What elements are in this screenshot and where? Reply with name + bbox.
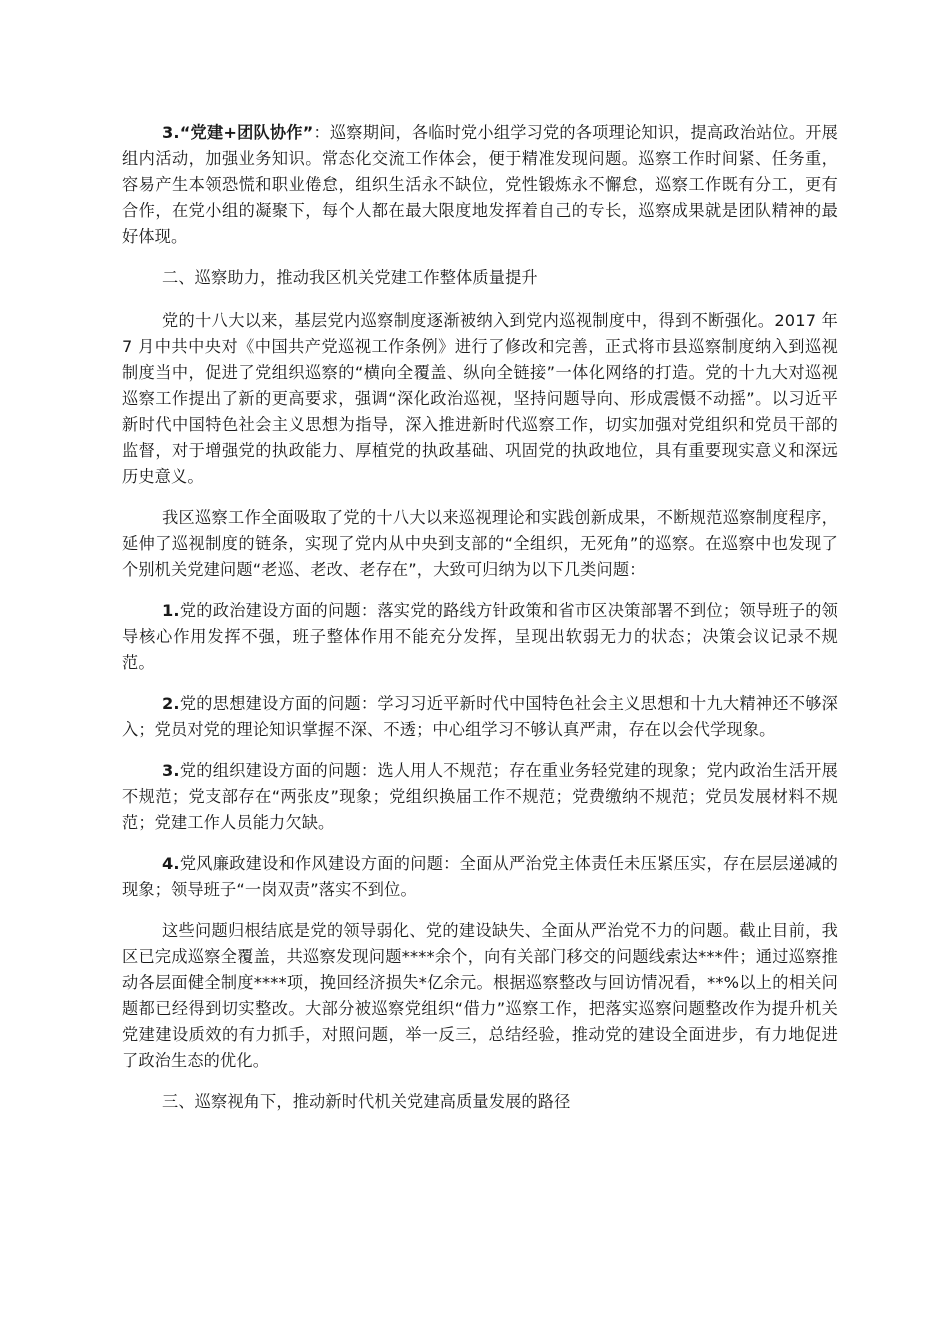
list-item-number: 2. <box>162 694 180 713</box>
list-item-number: 1. <box>162 601 180 620</box>
paragraph-since-18th-congress: 党的十八大以来，基层党内巡察制度逐渐被纳入到党内巡视制度中，得到不断强化。2017 年 7 月中共中央对《中国共产党巡视工作条例》进行了修改和完善，正式将市县巡察制度纳入到巡视制度当中，促进了党组织巡察的“横向全覆盖、纵向全链接”一体化网络的打造。党的十九大对巡视巡察工作提出了新的更高要求，强调“深化政治巡视，坚持问题导向、形成震慑不动摇”。以习近平新时代中国特色社会主义思想为指导，深入推进新时代巡察工作，切实加强对党组织和党员干部的监督，对于增强党的执政能力、厚植党的执政基础、巩固党的执政地位，具有重要现实意义和深远历史意义。 <box>122 311 838 486</box>
list-item-number: 3. <box>162 761 180 780</box>
list-item-integrity-building <box>122 851 838 903</box>
section-heading-3: 三、巡察视角下，推动新时代机关党建高质量发展的路径 <box>162 1092 571 1111</box>
section-heading-2: 二、巡察助力，推动我区机关党建工作整体质量提升 <box>162 268 538 287</box>
document-body <box>122 120 838 1132</box>
paragraph-lead: 3.“党建+团队协作” <box>162 123 314 142</box>
list-item-political-building <box>122 598 838 676</box>
list-item-text: 党的思想建设方面的问题：学习习近平新时代中国特色社会主义思想和十九大精神还不够深入；党员对党的理论知识掌握不深、不透；中心组学习不够认真严肃，存在以会代学现象。 <box>122 694 838 739</box>
list-item-organizational-building <box>122 758 838 836</box>
list-item-text: 党风廉政建设和作风建设方面的问题：全面从严治党主体责任未压紧压实，存在层层递减的现象；领导班子“一岗双责”落实不到位。 <box>122 854 838 899</box>
list-item-text: 党的组织建设方面的问题：选人用人不规范；存在重业务轻党建的现象；党内政治生活开展不规范；党支部存在“两张皮”现象；党组织换届工作不规范；党费缴纳不规范；党员发展材料不规范；党建工作人员能力欠缺。 <box>122 761 838 832</box>
paragraph-party-building-teamwork <box>122 120 838 250</box>
list-item-number: 4. <box>162 854 180 873</box>
list-item-ideological-building <box>122 691 838 743</box>
paragraph-root-cause-summary: 这些问题归根结底是党的领导弱化、党的建设缺失、全面从严治党不力的问题。截止目前，我区已完成巡察全覆盖，共巡察发现问题****余个，向有关部门移交的问题线索达***件；通过巡察推动各层面健全制度****项，挽回经济损失*亿余元。根据巡察整改与回访情况看，**%以上的相关问题都已经得到切实整改。大部分被巡察党组织“借力”巡察工作，把落实巡察问题整改作为提升机关党建建设质效的有力抓手，对照问题，举一反三，总结经验，推动党的建设全面进步，有力地促进了政治生态的优化。 <box>122 921 838 1070</box>
paragraph-text: ：巡察期间，各临时党小组学习党的各项理论知识，提高政治站位。开展组内活动，加强业务知识。常态化交流工作体会，便于精准发现问题。巡察工作时间紧、任务重，容易产生本领恐慌和职业倦怠，组织生活永不缺位，党性锻炼永不懈怠，巡察工作既有分工，更有合作，在党小组的凝聚下，每个人都在最大限度地发挥着自己的专长，巡察成果就是团队精神的最好体现。 <box>122 123 838 246</box>
list-item-text: 党的政治建设方面的问题：落实党的路线方针政策和省市区决策部署不到位；领导班子的领导核心作用发挥不强，班子整体作用不能充分发挥，呈现出软弱无力的状态；决策会议记录不规范。 <box>122 601 838 672</box>
paragraph-district-inspection: 我区巡察工作全面吸取了党的十八大以来巡视理论和实践创新成果，不断规范巡察制度程序，延伸了巡视制度的链条，实现了党内从中央到支部的“全组织，无死角”的巡察。在巡察中也发现了个别机关党建问题“老巡、老改、老存在”，大致可归纳为以下几类问题： <box>122 508 838 579</box>
